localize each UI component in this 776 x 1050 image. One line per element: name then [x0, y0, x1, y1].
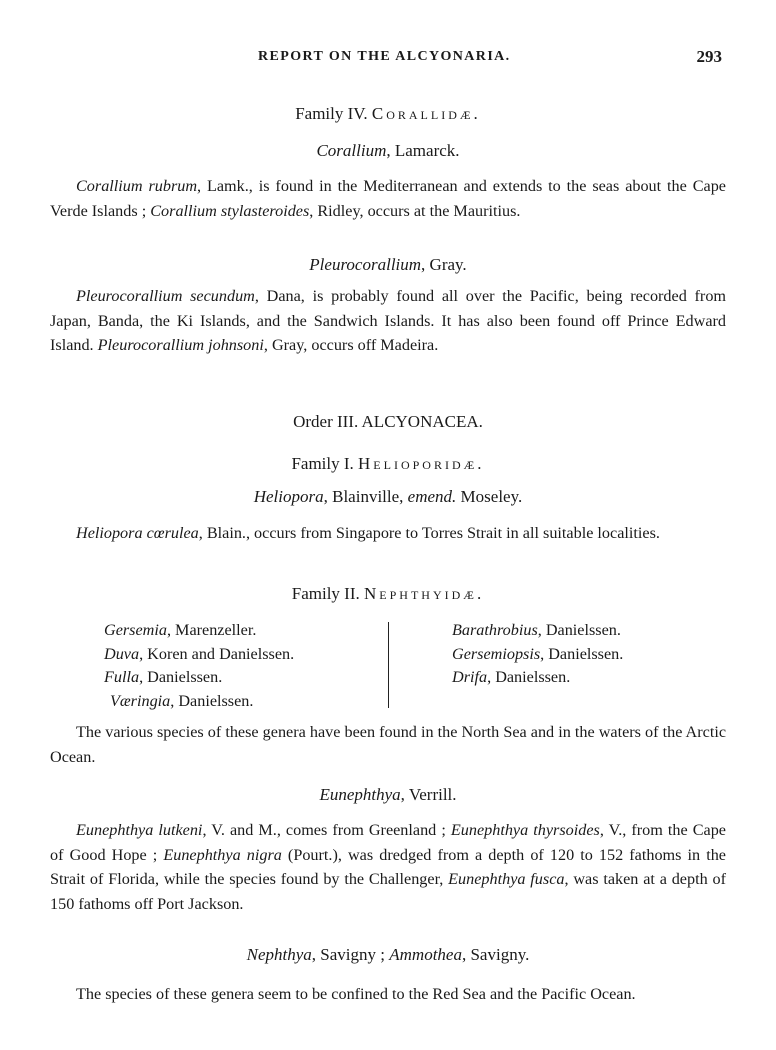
family-prefix: Family II.	[291, 584, 360, 603]
list-item	[104, 666, 294, 690]
text-run: , Savigny ;	[311, 945, 390, 964]
italic-run: Heliopora cœrulea	[76, 524, 199, 542]
text-run: , Gray, occurs off Madeira.	[263, 336, 439, 354]
family-name: Helioporidæ.	[358, 454, 485, 473]
family-heading-corallidae	[50, 104, 726, 124]
text-runs	[50, 177, 726, 220]
column-divider	[388, 622, 389, 708]
paragraph-eunephthya	[50, 818, 726, 916]
family-heading-helioporidae	[50, 454, 726, 474]
list-item	[104, 690, 294, 714]
genus-name: Væringia	[110, 691, 171, 710]
family-prefix: Family IV.	[295, 104, 368, 123]
italic-run: Ammothea	[389, 945, 462, 964]
genus-heading-pleurocorallium	[50, 255, 726, 275]
genus-author: , Marenzeller.	[166, 621, 257, 639]
italic-run: Nephthya	[246, 945, 312, 964]
list-item	[104, 619, 294, 643]
genus-name: Pleurocorallium	[309, 255, 422, 274]
text-run: , was taken at a depth of 150 fathoms off Port Jackson.	[50, 870, 726, 913]
genera-list-left	[104, 619, 294, 713]
running-title: REPORT ON THE ALCYONARIA.	[258, 49, 511, 64]
text-run: (Pourt.), was dredged from a depth of 120 to 152 fathoms in the Strait of Florida, while the species found by the Challenger,	[50, 845, 726, 888]
italic-run: Eunephthya fusca	[448, 870, 565, 888]
paragraph-nephthya	[50, 982, 726, 1007]
text-run: , Dana, is probably found all over the Pacific, being recorded from Japan, Banda, the Ki Islands, and the Sandwich Islands. It has also been found off Prince Edward Island.	[50, 287, 727, 354]
genus-name: Fulla	[104, 668, 140, 686]
text-run: Moseley.	[456, 487, 523, 506]
text-run: , V., from the Cape of Good Hope ;	[50, 821, 726, 864]
text-run: , Ridley, occurs at the Mauritius.	[309, 201, 521, 220]
paragraph-corallium	[50, 174, 726, 223]
family-heading-nephthyidae	[50, 584, 726, 604]
text-runs	[76, 985, 636, 1003]
text-run: , Lamk., is found in the Mediterranean and extends to the seas about the Cape Verde Islands ;	[50, 177, 726, 220]
order-title: Order III. ALCYONACEA.	[293, 412, 483, 431]
text-runs	[247, 945, 530, 964]
text-runs	[254, 487, 523, 506]
text-run: The various species of these genera have been found in the North Sea and in the waters of the Arctic Ocean.	[50, 723, 726, 766]
paragraph-pleurocorallium	[50, 284, 726, 358]
italic-run: Corallium stylasteroides	[150, 201, 310, 220]
text-run: , Savigny.	[461, 945, 530, 964]
italic-run: Pleurocorallium johnsoni	[97, 336, 264, 354]
paragraph-nephthyidae	[50, 720, 726, 769]
family-name: Nephthyidæ.	[364, 584, 485, 603]
genus-author: , Danielssen.	[537, 621, 621, 639]
genus-name: Duva	[104, 644, 140, 663]
genus-author: , Danielssen.	[170, 691, 254, 710]
genus-heading-heliopora	[50, 487, 726, 507]
paragraph-heliopora	[50, 521, 726, 546]
text-run: , Blainville,	[323, 487, 408, 506]
genus-heading-nephthya	[50, 945, 726, 965]
list-item	[452, 666, 623, 690]
genus-name: Eunephthya	[319, 785, 401, 804]
running-header	[0, 47, 776, 71]
genus-author: , Koren and Danielssen.	[139, 644, 295, 663]
text-runs	[76, 524, 660, 542]
italic-run: Eunephthya thyrsoides	[450, 821, 600, 839]
text-run: , V. and M., comes from Greenland ;	[202, 821, 451, 839]
italic-run: emend.	[407, 487, 457, 506]
genus-name: Gersemiopsis	[452, 644, 541, 663]
text-runs	[50, 723, 726, 766]
genus-author: , Lamarck.	[386, 141, 460, 160]
family-name: Corallidæ.	[371, 104, 481, 123]
genus-author: , Gray.	[421, 255, 467, 274]
list-item	[452, 619, 623, 643]
list-item	[452, 643, 623, 667]
genus-name: Gersemia	[104, 621, 167, 639]
genus-author: , Danielssen.	[139, 668, 223, 686]
genus-name: Drifa	[452, 668, 488, 686]
italic-run: Eunephthya nigra	[163, 845, 282, 864]
italic-run: Corallium rubrum	[76, 177, 198, 195]
genus-heading-eunephthya	[50, 785, 726, 805]
genus-author: , Verrill.	[400, 785, 457, 804]
list-item	[104, 643, 294, 667]
genera-list-right	[452, 619, 623, 690]
genus-author: , Danielssen.	[487, 668, 571, 686]
page-number: 293	[696, 47, 722, 66]
family-prefix: Family I.	[291, 454, 354, 473]
text-run: , Blain., occurs from Singapore to Torres Strait in all suitable localities.	[198, 524, 660, 542]
text-runs	[50, 821, 726, 913]
italic-run: Heliopora	[253, 487, 324, 506]
genus-author: , Danielssen.	[540, 644, 624, 663]
text-runs	[50, 287, 726, 354]
genus-name: Barathrobius	[452, 621, 538, 639]
order-heading	[50, 412, 726, 432]
genus-name: Corallium	[316, 141, 387, 160]
italic-run: Eunephthya lutkeni	[76, 821, 203, 839]
genus-heading-corallium	[50, 141, 726, 161]
italic-run: Pleurocorallium secundum	[76, 287, 255, 305]
text-run: The species of these genera seem to be confined to the Red Sea and the Pacific Ocean.	[76, 985, 636, 1003]
